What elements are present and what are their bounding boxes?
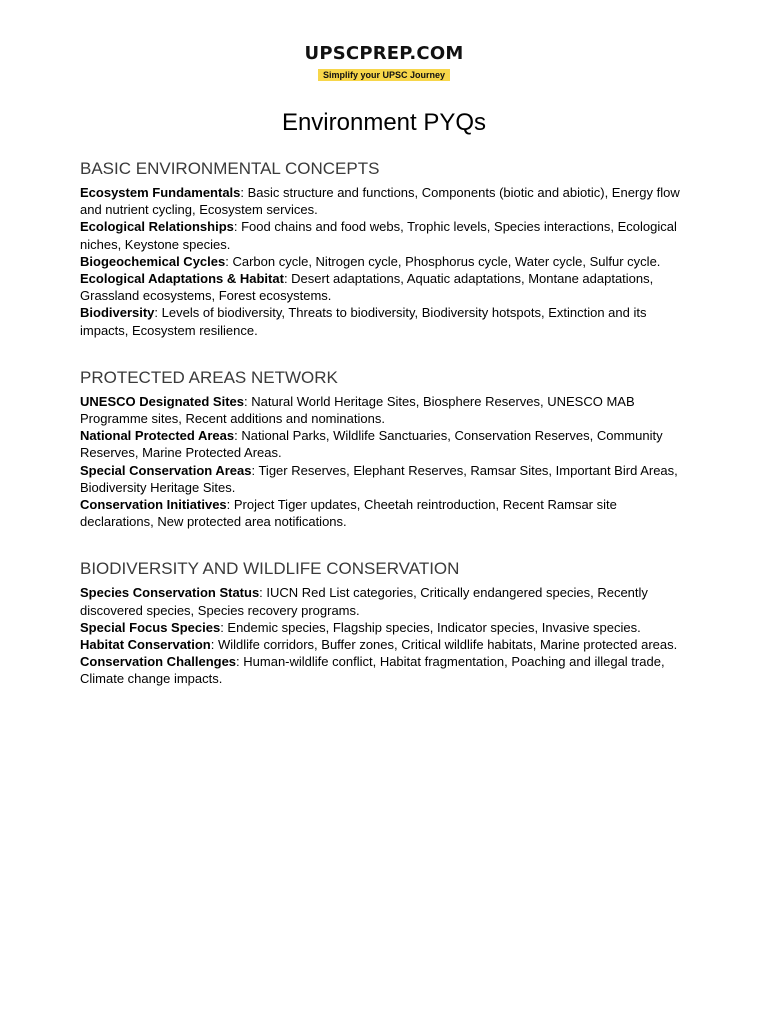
list-item: [80, 584, 690, 618]
document-body: [80, 158, 690, 716]
section-heading: PROTECTED AREAS NETWORK: [80, 367, 338, 387]
list-item: [80, 270, 690, 304]
item-label: Species Conservation Status: [80, 585, 260, 601]
item-text: : Project Tiger updates, Cheetah reintroduction, Recent Ramsar site declarations, New protected area notifications.: [80, 497, 617, 530]
item-text: : Wildlife corridors, Buffer zones, Critical wildlife habitats, Marine protected areas.: [210, 637, 678, 653]
brand-tagline: Simplify your UPSC Journey: [318, 69, 450, 81]
brand-logo: UPSCPREP.COM: [304, 43, 464, 64]
list-item: [80, 462, 690, 496]
section-protected-areas-network: [80, 367, 690, 531]
item-text: : Human-wildlife conflict, Habitat fragmentation, Poaching and illegal trade, Climate change impacts.: [80, 654, 665, 687]
list-item: [80, 496, 690, 530]
item-text: : Desert adaptations, Aquatic adaptations, Montane adaptations, Grassland ecosystems, Forest ecosystems.: [80, 271, 654, 304]
item-label: Special Focus Species: [80, 619, 221, 635]
item-text: : Basic structure and functions, Components (biotic and abiotic), Energy flow and nutrient cycling, Ecosystem services.: [80, 185, 680, 218]
item-text: : National Parks, Wildlife Sanctuaries, Conservation Reserves, Community Reserves, Marine Protected Areas.: [80, 428, 663, 461]
item-label: Ecological Adaptations & Habitat: [80, 271, 284, 287]
item-text: : Natural World Heritage Sites, Biosphere Reserves, UNESCO MAB Programme sites, Recent additions and nominations.: [80, 393, 635, 427]
item-label: Biogeochemical Cycles: [80, 253, 226, 269]
item-label: Ecosystem Fundamentals: [80, 185, 241, 200]
item-text: : Tiger Reserves, Elephant Reserves, Ramsar Sites, Important Bird Areas, Biodiversity Heritage Sites.: [80, 462, 678, 495]
item-label: UNESCO Designated Sites: [80, 393, 244, 409]
item-label: Ecological Relationships: [80, 219, 234, 235]
item-text: : IUCN Red List categories, Critically endangered species, Recently discovered species, Species recovery programs.: [80, 585, 648, 618]
item-label: Conservation Initiatives: [80, 497, 227, 513]
item-label: Habitat Conservation: [80, 637, 211, 653]
item-text: : Levels of biodiversity, Threats to biodiversity, Biodiversity hotspots, Extinction and its impacts, Ecosystem resilience.: [80, 305, 647, 338]
brand-header: [0, 43, 768, 83]
list-item: [80, 393, 690, 427]
list-item: [80, 653, 690, 687]
list-item: [80, 253, 690, 270]
item-text: : Food chains and food webs, Trophic levels, Species interactions, Ecological niches, Keystone species.: [80, 219, 677, 252]
item-label: Biodiversity: [80, 305, 155, 321]
page-title: Environment PYQs: [281, 109, 487, 136]
section-heading: BIODIVERSITY AND WILDLIFE CONSERVATION: [80, 559, 460, 579]
list-item: [80, 218, 690, 252]
list-item: [80, 304, 690, 338]
section-biodiversity-and-wildlife-conservation: [80, 558, 690, 687]
list-item: [80, 184, 690, 218]
item-text: : Carbon cycle, Nitrogen cycle, Phosphorus cycle, Water cycle, Sulfur cycle.: [225, 253, 661, 269]
list-item: [80, 619, 690, 636]
list-item: [80, 427, 690, 461]
item-text: : Endemic species, Flagship species, Indicator species, Invasive species.: [220, 619, 641, 635]
item-label: Conservation Challenges: [80, 654, 237, 670]
item-label: Special Conservation Areas: [80, 462, 252, 478]
list-item: [80, 636, 690, 653]
item-label: National Protected Areas: [80, 428, 235, 444]
section-basic-environmental-concepts: [80, 158, 690, 339]
section-heading: BASIC ENVIRONMENTAL CONCEPTS: [80, 159, 380, 178]
